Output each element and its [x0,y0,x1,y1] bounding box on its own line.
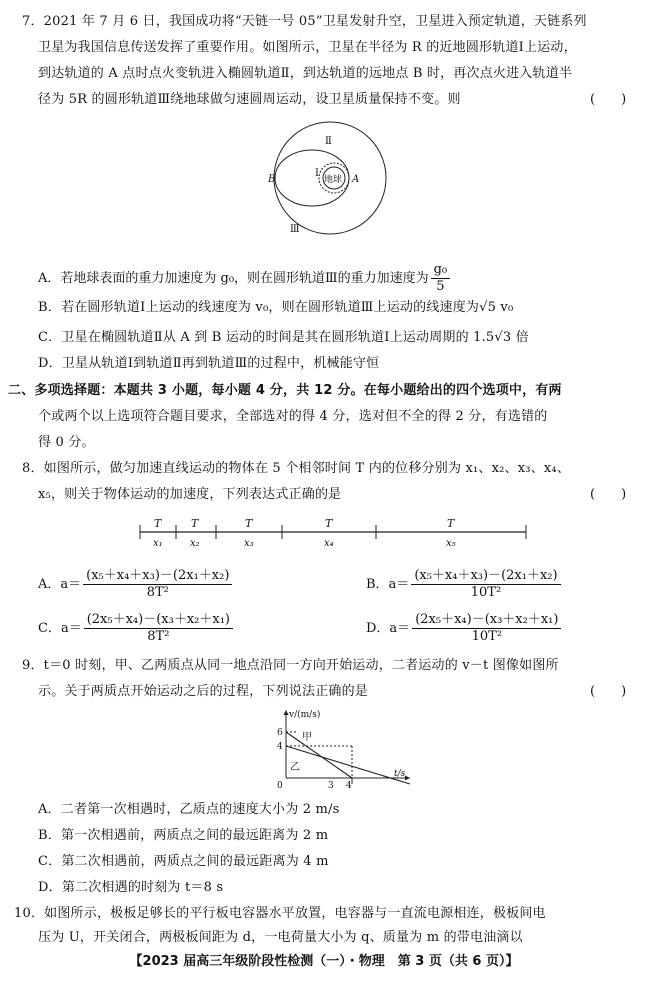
q9-option-a: A．二者第一次相遇时，乙质点的速度大小为 2 m/s [38,802,340,817]
xlabel: t/s [394,769,406,779]
q9-option-b: B．第一次相遇前，两质点之间的最远距离为 2 m [38,828,329,843]
tick-y6: 6 [277,728,283,738]
label-III: Ⅲ [290,224,300,235]
q9-line-2: 示。关于两质点开始运动之后的过程，下列说法正确的是 [38,684,369,699]
q7-option-a-fraction: $\frac{\text{g₀}}{5}$ [431,262,451,295]
section2-line-1: 二、多项选择题：本题共 3 小题，每小题 4 分，共 12 分。在每小题给出的四个选项中，有两 [8,383,562,398]
q8-option-b [366,568,563,601]
label-A: A [352,174,360,185]
segment-x4: x₄ [324,538,334,549]
segment-T-1: T [154,517,162,530]
label-I: Ⅰ [315,168,319,179]
tick-x4: 4 [346,781,352,791]
segment-x2: x₂ [190,538,200,549]
q7-option-b: B．若在圆形轨道Ⅰ上运动的线速度为 v₀，则在圆形轨道Ⅲ上运动的线速度为√5 v₀ [38,300,514,315]
q7-answer-paren: ( ) [590,92,627,107]
segment-T-3: T [245,517,253,530]
q8-option-d-fraction: $\frac{\text{(2x₅＋x₄)－(x₃＋x₂＋x₁)}}{\text{10T²}}$ [412,612,561,645]
label-jia: 甲 [302,732,312,743]
q7-line-2: 卫星为我国信息传送发挥了重要作用。如图所示，卫星在半径为 R 的近地圆形轨道Ⅰ上运动， [38,40,577,55]
q9-line-1: 9．t＝0 时刻，甲、乙两质点从同一地点沿同一方向开始运动，二者运动的 v－t 图像如图所 [22,658,559,673]
q10-line-2: 压为 U，开关闭合，两极板间距为 d，一电荷量大小为 q、质量为 m 的带电油滴以 [38,930,523,945]
q8-line-1: 8．如图所示，做匀加速直线运动的物体在 5 个相邻时间 T 内的位移分别为 x₁、x₂、x₃、x₄、 [22,461,571,476]
segment-T-4: T [325,517,333,530]
section2-line-3: 得 0 分。 [38,435,95,450]
label-B: B [268,174,276,185]
q8-segment-figure [140,514,530,550]
q8-answer-paren: ( ) [590,487,627,502]
q9-option-d: D．第二次相遇的时刻为 t＝8 s [38,880,224,895]
segment-x1: x₁ [153,538,163,549]
segment-x3: x₃ [244,538,254,549]
q7-option-a [38,262,452,295]
q8-option-b-prefix: B．a＝ [366,577,410,592]
q8-option-c-prefix: C．a＝ [38,621,82,636]
q7-option-d: D．卫星从轨道Ⅰ到轨道Ⅱ再到轨道Ⅲ的过程中，机械能守恒 [38,356,380,371]
q7-orbit-figure [270,122,390,240]
ylabel: v/(m/s) [289,710,321,720]
earth-label: 地球 [324,175,343,185]
q10-line-1: 10．如图所示，极板足够长的平行板电容器水平放置，电容器与一直流电源相连，极板间电 [14,906,546,921]
label-II: Ⅱ [325,136,332,147]
q8-option-a-fraction: $\frac{\text{(x₅＋x₄＋x₃)－(2x₁＋x₂)}}{\text{8T²}}$ [83,568,232,601]
q8-option-c [38,612,235,645]
q8-option-b-fraction: $\frac{\text{(x₅＋x₄＋x₃)－(2x₁＋x₂)}}{\text{10T²}}$ [411,568,560,601]
segment-T-2: T [191,517,199,530]
q7-option-c: C．卫星在椭圆轨道Ⅱ从 A 到 B 运动的时间是其在圆形轨道Ⅰ上运动周期的 1.5√3 倍 [38,330,529,345]
q7-option-a-text: A．若地球表面的重力加速度为 g₀，则在圆形轨道Ⅲ的重力加速度为 [38,271,429,286]
q8-line-2: x₅，则关于物体运动的加速度，下列表达式正确的是 [38,487,342,502]
q8-option-c-fraction: $\frac{\text{(2x₅＋x₄)－(x₃＋x₂＋x₁)}}{\text{8T²}}$ [84,612,233,645]
label-yi: 乙 [290,762,300,773]
q8-option-a-prefix: A．a＝ [38,577,82,592]
origin: 0 [277,781,283,791]
section2-line-2: 个或两个以上选项符合题目要求，全部选对的得 4 分，选对但不全的得 2 分，有选错的 [38,409,548,424]
q8-option-a [38,568,234,601]
q7-line-4: 径为 5R 的圆形轨道Ⅲ绕地球做匀速圆周运动，设卫星质量保持不变。则 [38,92,461,107]
segment-T-5: T [447,517,455,530]
q8-option-d-prefix: D．a＝ [366,621,411,636]
tick-y4: 4 [277,742,283,752]
q7-line-3: 到达轨道的 A 点时点火变轨进入椭圆轨道Ⅱ，到达轨道的远地点 B 时，再次点火进入轨道半 [38,66,573,81]
q9-vt-graph [268,706,418,792]
tick-x3: 3 [328,781,334,791]
q9-option-c: C．第二次相遇前，两质点之间的最远距离为 4 m [38,854,329,869]
segment-x5: x₅ [446,538,456,549]
q7-line-1: 7．2021 年 7 月 6 日，我国成功将“天链一号 05”卫星发射升空，卫星进入预定轨道，天链系列 [22,14,587,29]
q8-option-d [366,612,563,645]
page-footer: 【2023 届高三年级阶段性检测（一）・物理 第 3 页（共 6 页）】 [129,954,519,969]
q9-answer-paren: ( ) [590,684,627,699]
